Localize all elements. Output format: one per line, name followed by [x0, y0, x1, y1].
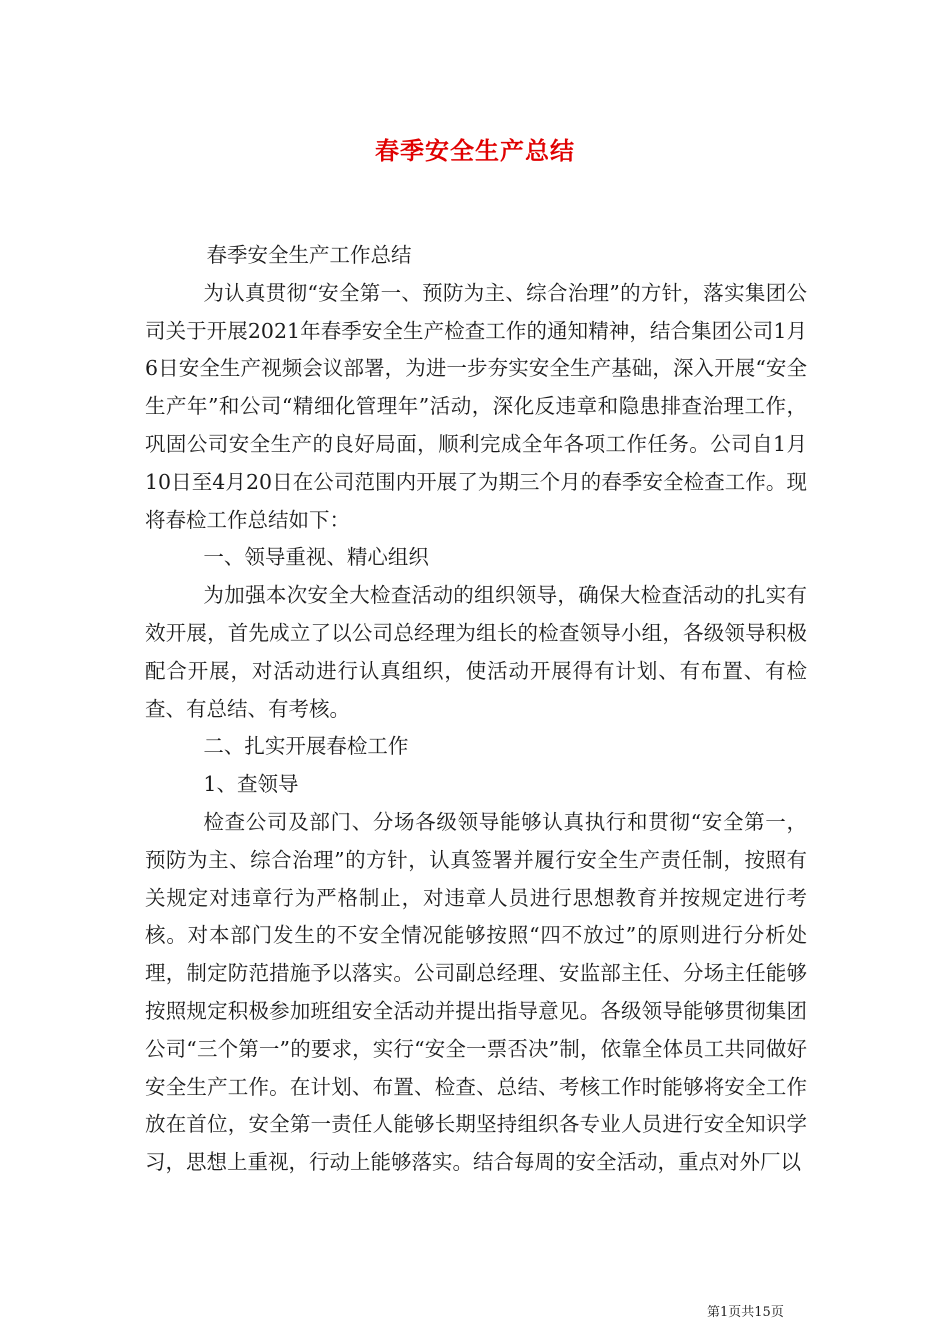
section-heading: 二、扎实开展春检工作 [203, 734, 409, 759]
section-heading: 一、领导重视、精心组织 [203, 545, 429, 570]
document-subtitle: 春季安全生产工作总结 [206, 243, 412, 267]
document-body [145, 237, 807, 1182]
paragraph: 为加强本次安全大检查活动的组织领导，确保大检查活动的扎实有效开展，首先成立了以公司总经理为组长的检查领导小组，各级领导积极配合开展，对活动进行认真组织，使活动开展得有计划、有布置、有检查、有总结、有考核。 [145, 583, 807, 721]
paragraph: 为认真贯彻“安全第一、预防为主、综合治理”的方针，落实集团公司关于开展2021年春季安全生产检查工作的通知精神，结合集团公司1月6日安全生产视频会议部署，为进一步夯实安全生产基础，深入开展“安全生产年”和公司“精细化管理年”活动，深化反违章和隐患排查治理工作，巩固公司安全生产的良好局面，顺利完成全年各项工作任务。公司自1月10日至4月20日在公司范围内开展了为期三个月的春季安全检查工作。现将春检工作总结如下： [145, 280, 807, 532]
page-number-footer: 第1页共15页 [707, 1305, 784, 1320]
document-title: 春季安全生产总结 [375, 136, 575, 165]
subsection-heading: 1、查领导 [203, 772, 299, 797]
paragraph: 检查公司及部门、分场各级领导能够认真执行和贯彻“安全第一，预防为主、综合治理”的方针，认真签署并履行安全生产责任制，按照有关规定对违章行为严格制止，对违章人员进行思想教育并按规定进行考核。对本部门发生的不安全情况能够按照“四不放过”的原则进行分析处理，制定防范措施予以落实。公司副总经理、安监部主任、分场主任能够按照规定积极参加班组安全活动并提出指导意见。各级领导能够贯彻集团公司“三个第一”的要求，实行“安全一票否决”制，依靠全体员工共同做好安全生产工作。在计划、布置、检查、总结、考核工作时能够将安全工作放在首位，安全第一责任人能够长期坚持组织各专业人员进行安全知识学习，思想上重视，行动上能够落实。结合每周的安全活动，重点对外厂以 [145, 809, 807, 1175]
